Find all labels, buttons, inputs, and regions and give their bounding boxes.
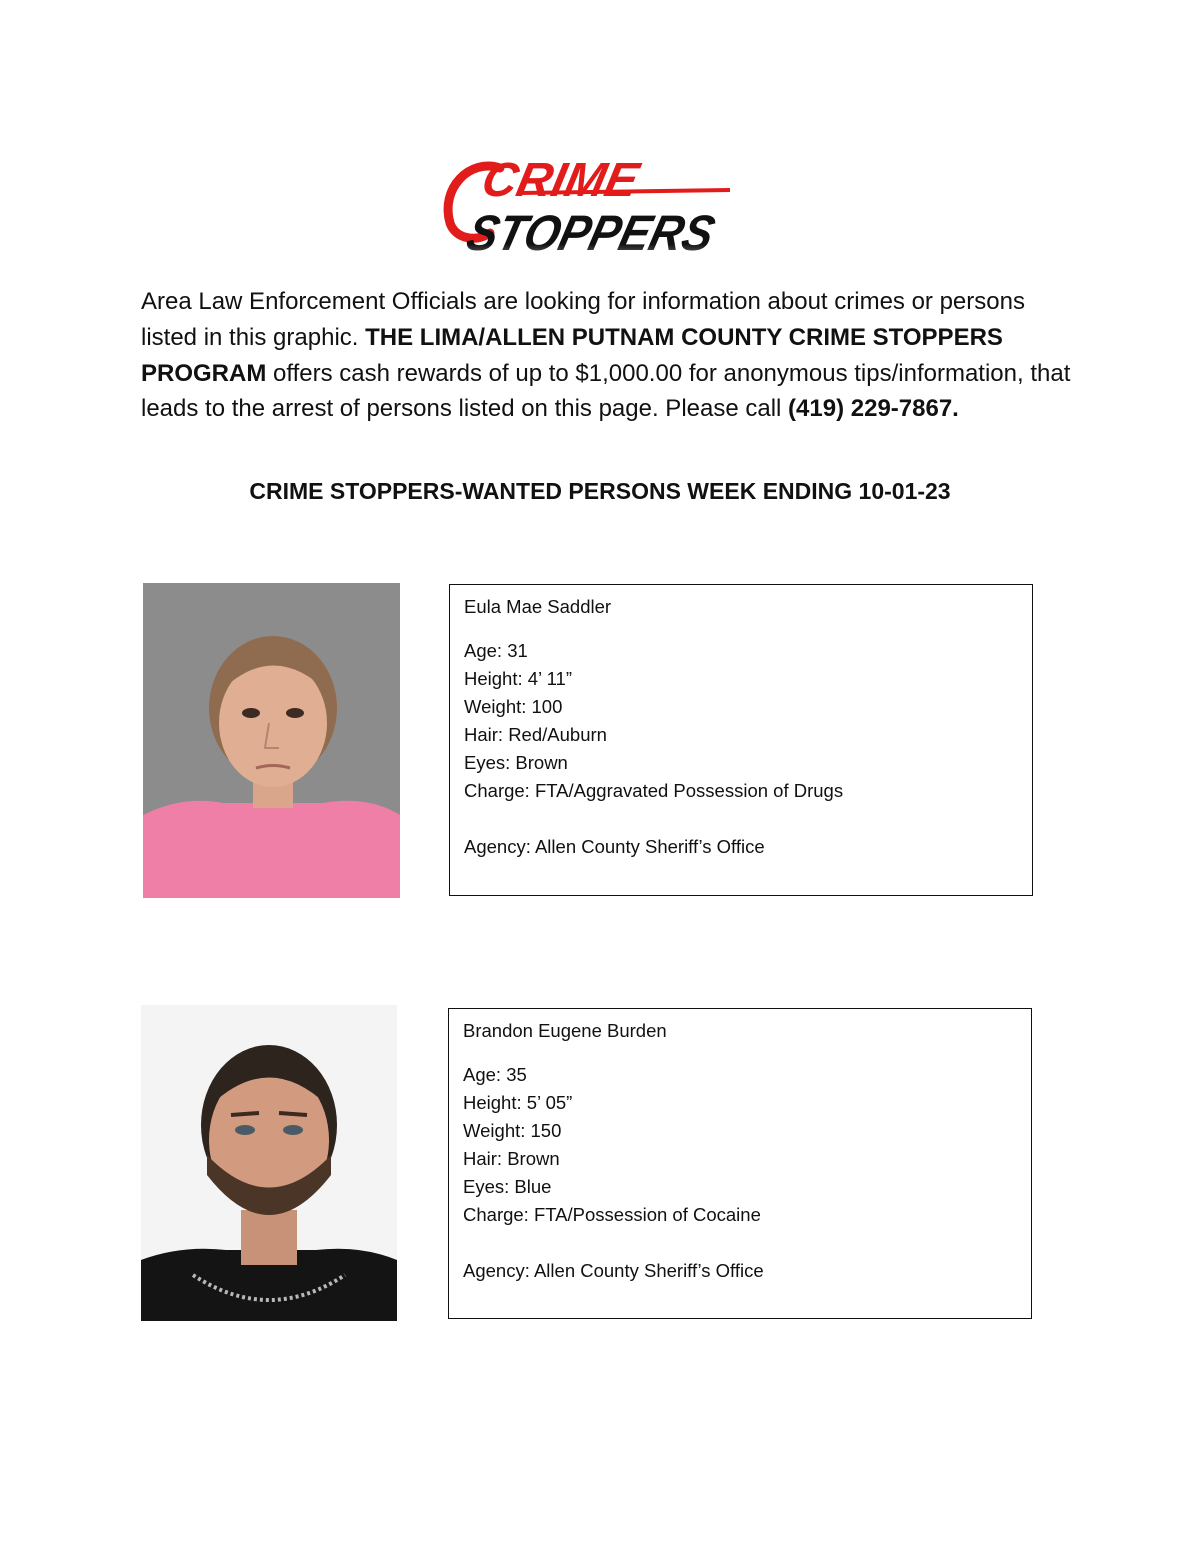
person-card-1 xyxy=(449,584,1033,896)
person-name: Eula Mae Saddler xyxy=(464,596,612,617)
person-age: Age: 31 xyxy=(464,640,528,661)
crime-stoppers-logo xyxy=(430,138,750,268)
person-charge: Charge: FTA/Aggravated Possession of Drugs xyxy=(464,780,844,801)
program-name: THE LIMA/ALLEN PUTNAM COUNTY CRIME STOPPERS PROGRAM xyxy=(141,323,1003,387)
person-agency: Agency: Allen County Sheriff’s Office xyxy=(464,836,765,857)
mugshot-photo-2 xyxy=(141,1005,397,1321)
intro-paragraph xyxy=(141,284,1071,427)
person-name: Brandon Eugene Burden xyxy=(463,1020,667,1041)
person-agency: Agency: Allen County Sheriff’s Office xyxy=(463,1260,764,1281)
person-charge: Charge: FTA/Possession of Cocaine xyxy=(463,1204,761,1225)
person-age: Age: 35 xyxy=(463,1064,527,1085)
mugshot-photo-1 xyxy=(143,583,400,898)
logo-stoppers-text: STOPPERS xyxy=(461,204,747,261)
person-eyes: Eyes: Blue xyxy=(463,1176,552,1197)
person-height: Height: 4’ 11” xyxy=(464,668,572,689)
person-height: Height: 5’ 05” xyxy=(463,1092,573,1113)
intro-text-1: Area Law Enforcement Officials are looking for information about crimes or persons listed in this graphic. xyxy=(141,288,1025,351)
person-weight: Weight: 100 xyxy=(464,696,563,717)
person-card-2 xyxy=(448,1008,1032,1319)
person-hair: Hair: Brown xyxy=(463,1148,560,1169)
person-eyes: Eyes: Brown xyxy=(464,752,568,773)
page-heading: CRIME STOPPERS-WANTED PERSONS WEEK ENDING 10-01-23 xyxy=(249,478,951,504)
phone-number: (419) 229-7867. xyxy=(788,395,959,423)
logo-crime-text: CRIME xyxy=(477,153,644,207)
person-hair: Hair: Red/Auburn xyxy=(464,724,607,745)
person-weight: Weight: 150 xyxy=(463,1120,562,1141)
intro-text-2: offers cash rewards of up to $1,000.00 for anonymous tips/information, that leads to the arrest of persons listed on this page. Please call xyxy=(141,359,1071,423)
